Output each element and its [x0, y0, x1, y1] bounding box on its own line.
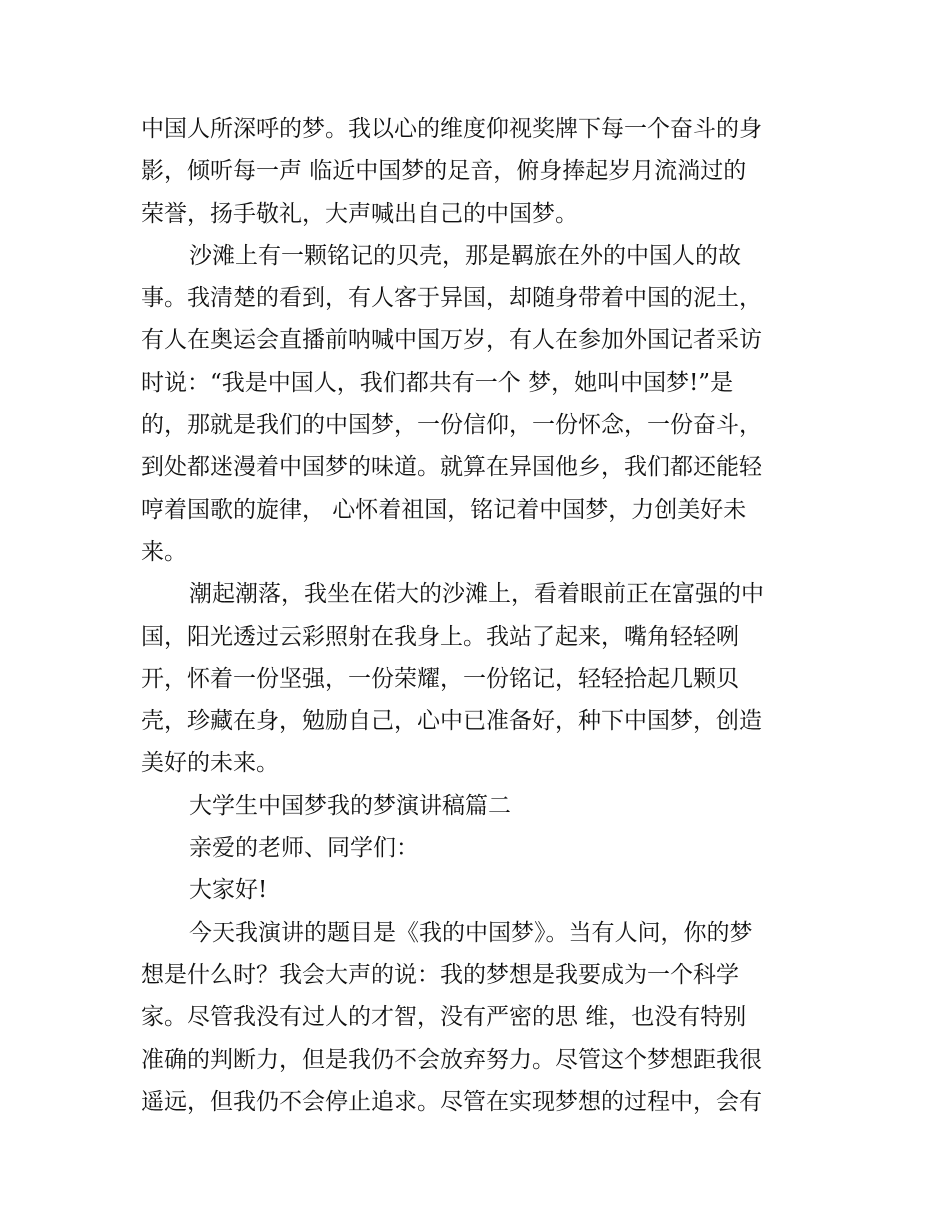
text-line: 荣誉，扬手敬礼，大声喊出自己的中国梦。: [141, 200, 578, 227]
text-line: 国，阳光透过云彩照射在我身上。我站了起来，嘴角轻轻咧: [141, 623, 739, 650]
text-line: 的，那就是我们的中国梦，一份信仰，一份怀念，一份奋斗，: [141, 412, 762, 439]
text-line: 想是什么时？我会大声的说：我的梦想是我要成为一个科学: [141, 961, 739, 988]
text-line: 准确的判断力，但是我仍不会放弃努力。尽管这个梦想距我很: [141, 1046, 762, 1073]
text-line: 家。尽管我没有过人的才智，没有严密的思 维，也没有特别: [141, 1004, 747, 1031]
text-line: 亲爱的老师、同学们：: [189, 835, 419, 862]
text-line: 事。我清楚的看到，有人客于异国，却随身带着中国的泥土，: [141, 285, 762, 312]
text-line: 沙滩上有一颗铭记的贝壳，那是羁旅在外的中国人的故: [189, 242, 741, 269]
text-line: 哼着国歌的旋律， 心怀着祖国，铭记着中国梦，力创美好未: [141, 496, 747, 523]
text-line: 壳，珍藏在身，勉励自己，心中已准备好，种下中国梦，创造: [141, 708, 762, 735]
text-line: 大家好!: [189, 877, 268, 904]
text-line: 大学生中国梦我的梦演讲稿篇二: [189, 792, 511, 819]
text-line: 中国人所深呼的梦。我以心的维度仰视奖牌下每一个奋斗的身: [141, 116, 762, 142]
text-line: 影，倾听每一声 临近中国梦的足音，俯身捧起岁月流淌过的: [141, 158, 747, 185]
text-line: 美好的未来。: [141, 750, 279, 777]
text-line: 开，怀着一份坚强，一份荣耀，一份铭记，轻轻拾起几颗贝: [141, 665, 739, 692]
text-line: 时说：“我是中国人，我们都共有一个 梦，她叫中国梦!”是: [141, 369, 734, 396]
text-line: 到处都迷漫着中国梦的味道。就算在异国他乡，我们都还能轻: [141, 454, 762, 481]
text-line: 潮起潮落，我坐在偌大的沙滩上，看着眼前正在富强的中: [189, 581, 764, 608]
text-line: 有人在奥运会直播前呐喊中国万岁，有人在参加外国记者采访: [141, 327, 762, 354]
text-line: 今天我演讲的题目是《我的中国梦》。当有人问，你的梦: [189, 919, 753, 946]
text-line: 遥远，但我仍不会停止追求。尽管在实现梦想的过程中，会有: [141, 1088, 762, 1115]
text-line: 来。: [141, 538, 187, 565]
document-body: [141, 108, 821, 1123]
